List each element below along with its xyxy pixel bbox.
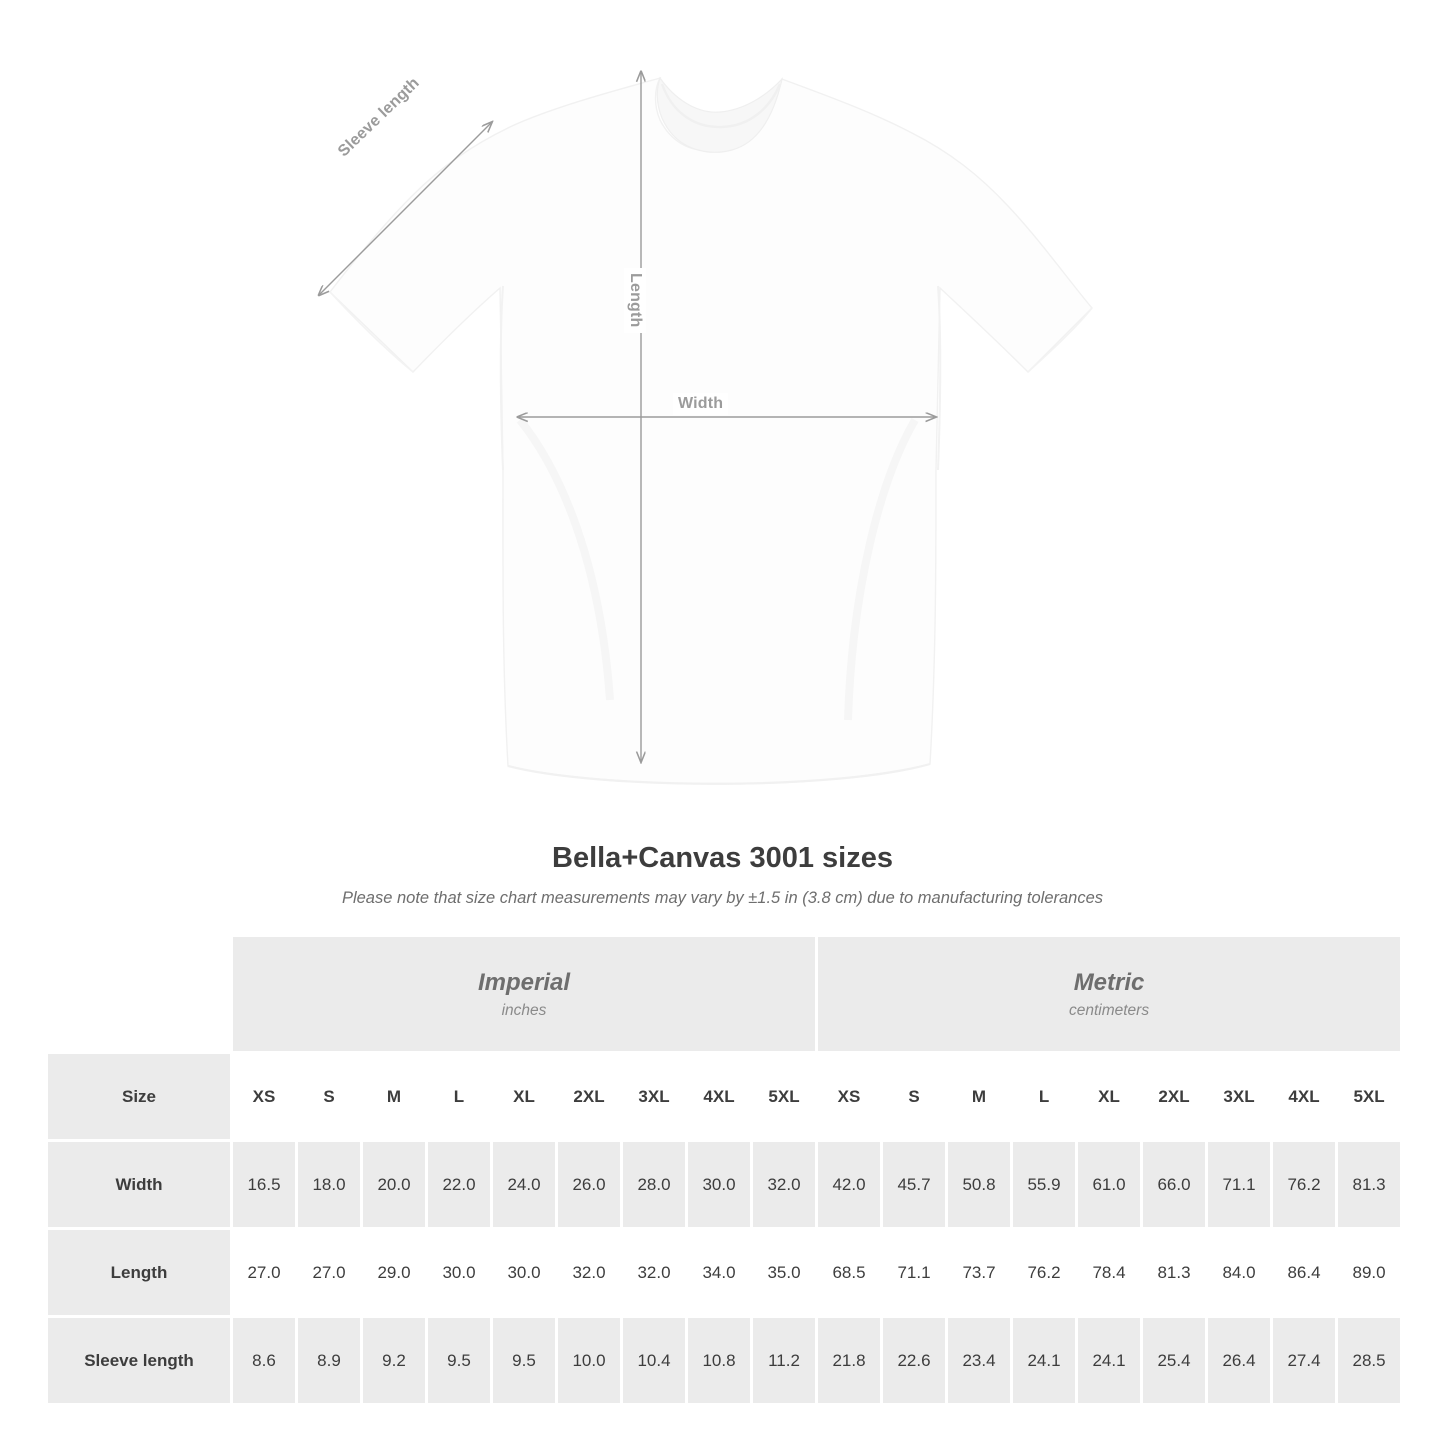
cell-length-9: 68.5 [817, 1229, 882, 1317]
col-head-14: 2XL [1142, 1053, 1207, 1141]
col-head-8: 5XL [752, 1053, 817, 1141]
title-block [0, 842, 1445, 908]
tshirt-shape [330, 78, 1092, 784]
cell-width-8: 32.0 [752, 1141, 817, 1229]
cell-width-13: 61.0 [1077, 1141, 1142, 1229]
system-header-row [47, 936, 1402, 1053]
cell-sleeve-5: 10.0 [557, 1317, 622, 1405]
cell-sleeve-16: 27.4 [1272, 1317, 1337, 1405]
size-table-wrap [45, 934, 1400, 1406]
cell-sleeve-8: 11.2 [752, 1317, 817, 1405]
cell-sleeve-15: 26.4 [1207, 1317, 1272, 1405]
cell-sleeve-9: 21.8 [817, 1317, 882, 1405]
cell-width-7: 30.0 [687, 1141, 752, 1229]
cell-length-3: 30.0 [427, 1229, 492, 1317]
row-label-sleeve-length: Sleeve length [47, 1317, 232, 1405]
cell-length-2: 29.0 [362, 1229, 427, 1317]
cell-length-11: 73.7 [947, 1229, 1012, 1317]
cell-width-11: 50.8 [947, 1141, 1012, 1229]
col-head-3: L [427, 1053, 492, 1141]
cell-length-8: 35.0 [752, 1229, 817, 1317]
cell-length-14: 81.3 [1142, 1229, 1207, 1317]
system-unit-metric: centimeters [1068, 1002, 1150, 1019]
cell-sleeve-11: 23.4 [947, 1317, 1012, 1405]
cell-sleeve-0: 8.6 [232, 1317, 297, 1405]
cell-sleeve-13: 24.1 [1077, 1317, 1142, 1405]
cell-width-3: 22.0 [427, 1141, 492, 1229]
cell-width-0: 16.5 [232, 1141, 297, 1229]
table-row [47, 1141, 1402, 1229]
cell-length-6: 32.0 [622, 1229, 687, 1317]
size-header-row [47, 1053, 1402, 1141]
col-head-9: XS [817, 1053, 882, 1141]
cell-width-14: 66.0 [1142, 1141, 1207, 1229]
cell-length-13: 78.4 [1077, 1229, 1142, 1317]
cell-sleeve-17: 28.5 [1337, 1317, 1402, 1405]
cell-width-15: 71.1 [1207, 1141, 1272, 1229]
cell-width-17: 81.3 [1337, 1141, 1402, 1229]
cell-length-12: 76.2 [1012, 1229, 1077, 1317]
col-head-15: 3XL [1207, 1053, 1272, 1141]
system-name-metric: Metric [1073, 969, 1145, 996]
tolerance-note: Please note that size chart measurements may vary by ±1.5 in (3.8 cm) due to manufacturing tolerances [341, 889, 1104, 907]
table-row [47, 1317, 1402, 1405]
cell-sleeve-14: 25.4 [1142, 1317, 1207, 1405]
row-label-size: Size [47, 1053, 232, 1141]
cell-width-10: 45.7 [882, 1141, 947, 1229]
cell-sleeve-7: 10.8 [687, 1317, 752, 1405]
row-label-length: Length [47, 1229, 232, 1317]
col-head-17: 5XL [1337, 1053, 1402, 1141]
cell-length-5: 32.0 [557, 1229, 622, 1317]
cell-length-4: 30.0 [492, 1229, 557, 1317]
cell-width-1: 18.0 [297, 1141, 362, 1229]
cell-width-4: 24.0 [492, 1141, 557, 1229]
col-head-13: XL [1077, 1053, 1142, 1141]
length-label: Length [624, 268, 646, 333]
cell-sleeve-1: 8.9 [297, 1317, 362, 1405]
cell-width-6: 28.0 [622, 1141, 687, 1229]
table-corner [47, 936, 232, 1053]
cell-sleeve-3: 9.5 [427, 1317, 492, 1405]
cell-width-2: 20.0 [362, 1141, 427, 1229]
cell-length-7: 34.0 [687, 1229, 752, 1317]
cell-length-10: 71.1 [882, 1229, 947, 1317]
cell-length-15: 84.0 [1207, 1229, 1272, 1317]
cell-sleeve-4: 9.5 [492, 1317, 557, 1405]
system-name-imperial: Imperial [477, 969, 571, 996]
cell-sleeve-10: 22.6 [882, 1317, 947, 1405]
system-group-metric [817, 936, 1402, 1053]
cell-sleeve-6: 10.4 [622, 1317, 687, 1405]
system-unit-imperial: inches [501, 1002, 547, 1019]
cell-width-12: 55.9 [1012, 1141, 1077, 1229]
row-label-width: Width [47, 1141, 232, 1229]
cell-sleeve-12: 24.1 [1012, 1317, 1077, 1405]
cell-width-9: 42.0 [817, 1141, 882, 1229]
cell-sleeve-2: 9.2 [362, 1317, 427, 1405]
col-head-5: 2XL [557, 1053, 622, 1141]
col-head-11: M [947, 1053, 1012, 1141]
col-head-0: XS [232, 1053, 297, 1141]
col-head-12: L [1012, 1053, 1077, 1141]
cell-length-16: 86.4 [1272, 1229, 1337, 1317]
col-head-2: M [362, 1053, 427, 1141]
col-head-6: 3XL [622, 1053, 687, 1141]
sleeve-length-label: Sleeve length [330, 70, 429, 166]
page-title: Bella+Canvas 3001 sizes [552, 842, 893, 874]
cell-length-0: 27.0 [232, 1229, 297, 1317]
cell-width-5: 26.0 [557, 1141, 622, 1229]
size-table [45, 934, 1403, 1406]
col-head-1: S [297, 1053, 362, 1141]
table-row [47, 1229, 1402, 1317]
col-head-7: 4XL [687, 1053, 752, 1141]
col-head-10: S [882, 1053, 947, 1141]
cell-width-16: 76.2 [1272, 1141, 1337, 1229]
system-group-imperial [232, 936, 817, 1053]
width-label: Width [673, 393, 728, 415]
cell-length-17: 89.0 [1337, 1229, 1402, 1317]
col-head-16: 4XL [1272, 1053, 1337, 1141]
col-head-4: XL [492, 1053, 557, 1141]
cell-length-1: 27.0 [297, 1229, 362, 1317]
